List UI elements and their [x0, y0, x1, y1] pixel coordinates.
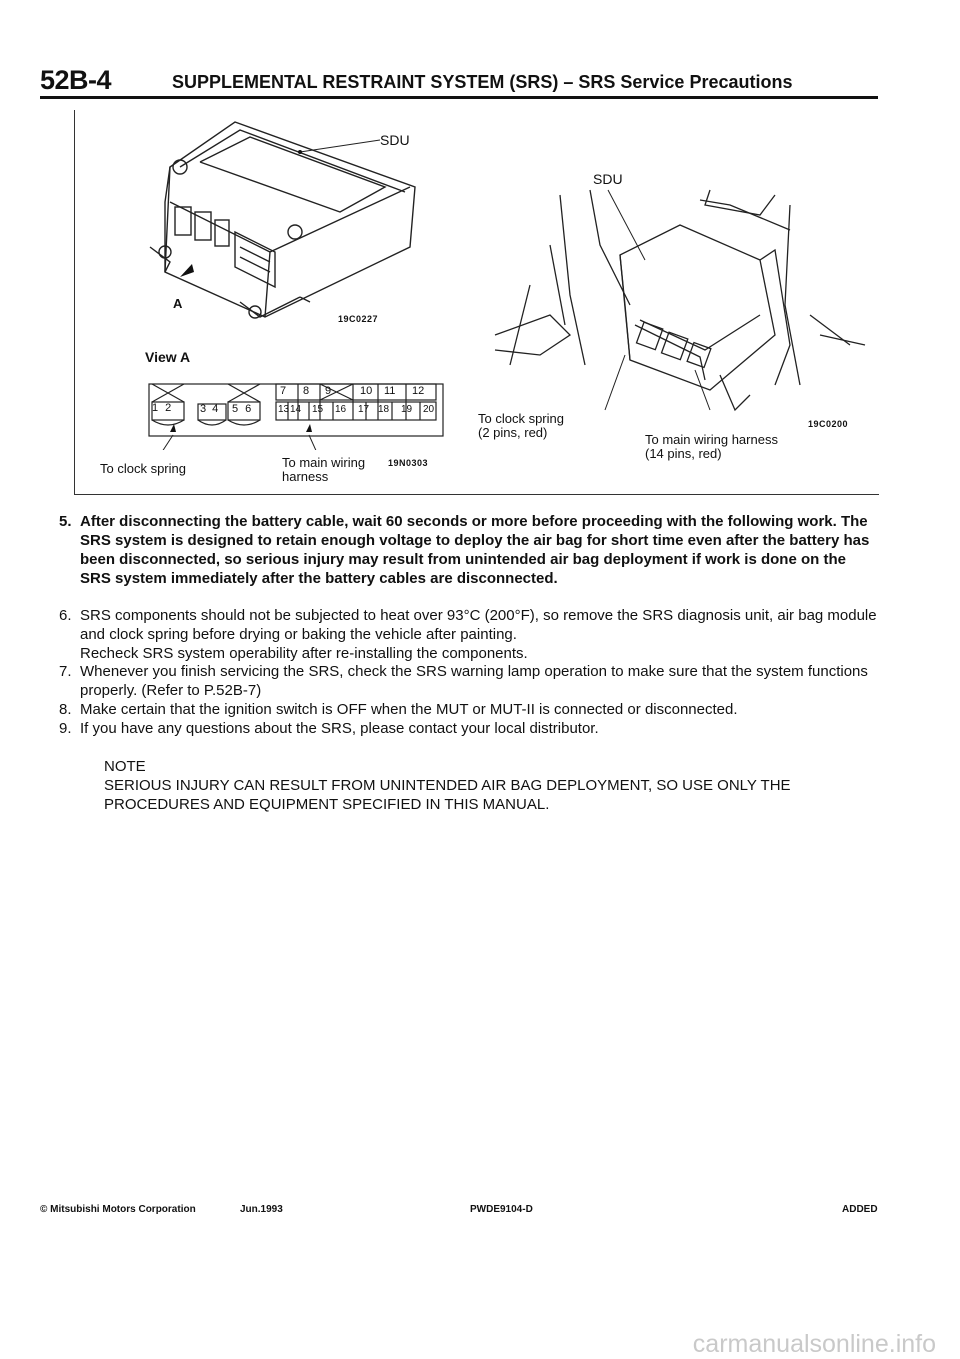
- pin-15: 15: [312, 404, 324, 415]
- list-item: 8. Make certain that the ignition switch is OFF when the MUT or MUT-II is connected or disconnected.: [59, 701, 738, 718]
- pin-9: 9: [325, 385, 332, 397]
- pin-17: 17: [358, 404, 370, 415]
- label-clock-spring-right-2: (2 pins, red): [478, 425, 548, 440]
- note-label: NOTE: [104, 758, 146, 775]
- label-to-main-wiring-2: harness: [282, 469, 329, 484]
- label-to-clock-spring: To clock spring: [100, 461, 186, 476]
- connector-pinout-diagram: [148, 380, 448, 450]
- pin-13: 13: [278, 404, 290, 415]
- connector-code: 19N0303: [388, 458, 429, 468]
- pin-8: 8: [303, 385, 310, 397]
- label-main-wiring-right-2: (14 pins, red): [645, 446, 722, 461]
- pin-20: 20: [423, 404, 435, 415]
- footer-doc-code: PWDE9104-D: [470, 1204, 533, 1215]
- watermark: carmanualsonline.info: [692, 1330, 936, 1358]
- footer-status: ADDED: [842, 1204, 878, 1215]
- footer-copyright: © Mitsubishi Motors Corporation: [40, 1204, 196, 1215]
- pin-19: 19: [401, 404, 413, 415]
- pin-18: 18: [378, 404, 390, 415]
- figure-code-right: 19C0200: [808, 419, 849, 429]
- section-title: SUPPLEMENTAL RESTRAINT SYSTEM (SRS) – SRS Service Precautions: [172, 72, 793, 92]
- note-text: SERIOUS INJURY CAN RESULT FROM UNINTENDED AIR BAG DEPLOYMENT, SO USE ONLY THE PROCEDURES AND EQUIPMENT SPECIFIED IN THIS MANUAL.: [104, 777, 791, 813]
- footer-date: Jun.1993: [240, 1204, 283, 1215]
- list-item: 6. SRS components should not be subjected to heat over 93°C (200°F), so remove the SRS diagnosis unit, air bag module and clock spring before drying or baking the vehicle after painting. Recheck SRS system operability after re-installing the components.: [59, 607, 877, 662]
- pin-12: 12: [412, 385, 425, 397]
- pin-14: 14: [290, 404, 302, 415]
- pin-7: 7: [280, 385, 287, 397]
- header-rule: [40, 96, 878, 99]
- figure-code-left: 19C0227: [338, 314, 379, 324]
- label-clock-spring-right-1: To clock spring: [478, 411, 564, 426]
- page-number: 52B-4: [40, 65, 112, 95]
- sdu-label-right: SDU: [593, 171, 623, 187]
- pin-11: 11: [384, 385, 396, 397]
- sdu-installed-illustration: [490, 185, 870, 425]
- pins-1-2: 12: [152, 402, 179, 414]
- list-item: 7. Whenever you finish servicing the SRS, check the SRS warning lamp operation to make sure that the system functions properly. (Refer to P.52B-7): [59, 663, 868, 699]
- view-arrow-label: A: [173, 296, 183, 311]
- view-a-label: View A: [145, 349, 191, 365]
- pin-10: 10: [360, 385, 373, 397]
- pins-3-4: 34: [200, 403, 225, 415]
- sdu-label-left: SDU: [380, 132, 410, 148]
- list-item: 5. After disconnecting the battery cable, wait 60 seconds or more before proceeding with the following work. The SRS system is designed to retain enough voltage to deploy the air bag for short time even after the battery has been disconnected, so serious injury may result from unintended air bag deployment if work is done on the SRS system immediately after the battery cables are disconnected.: [59, 513, 870, 587]
- label-main-wiring-right-1: To main wiring harness: [645, 432, 778, 447]
- label-to-main-wiring-1: To main wiring: [282, 455, 366, 470]
- pin-16: 16: [335, 404, 347, 415]
- pins-5-6: 56: [232, 403, 259, 415]
- list-item: 9. If you have any questions about the SRS, please contact your local distributor.: [59, 720, 599, 737]
